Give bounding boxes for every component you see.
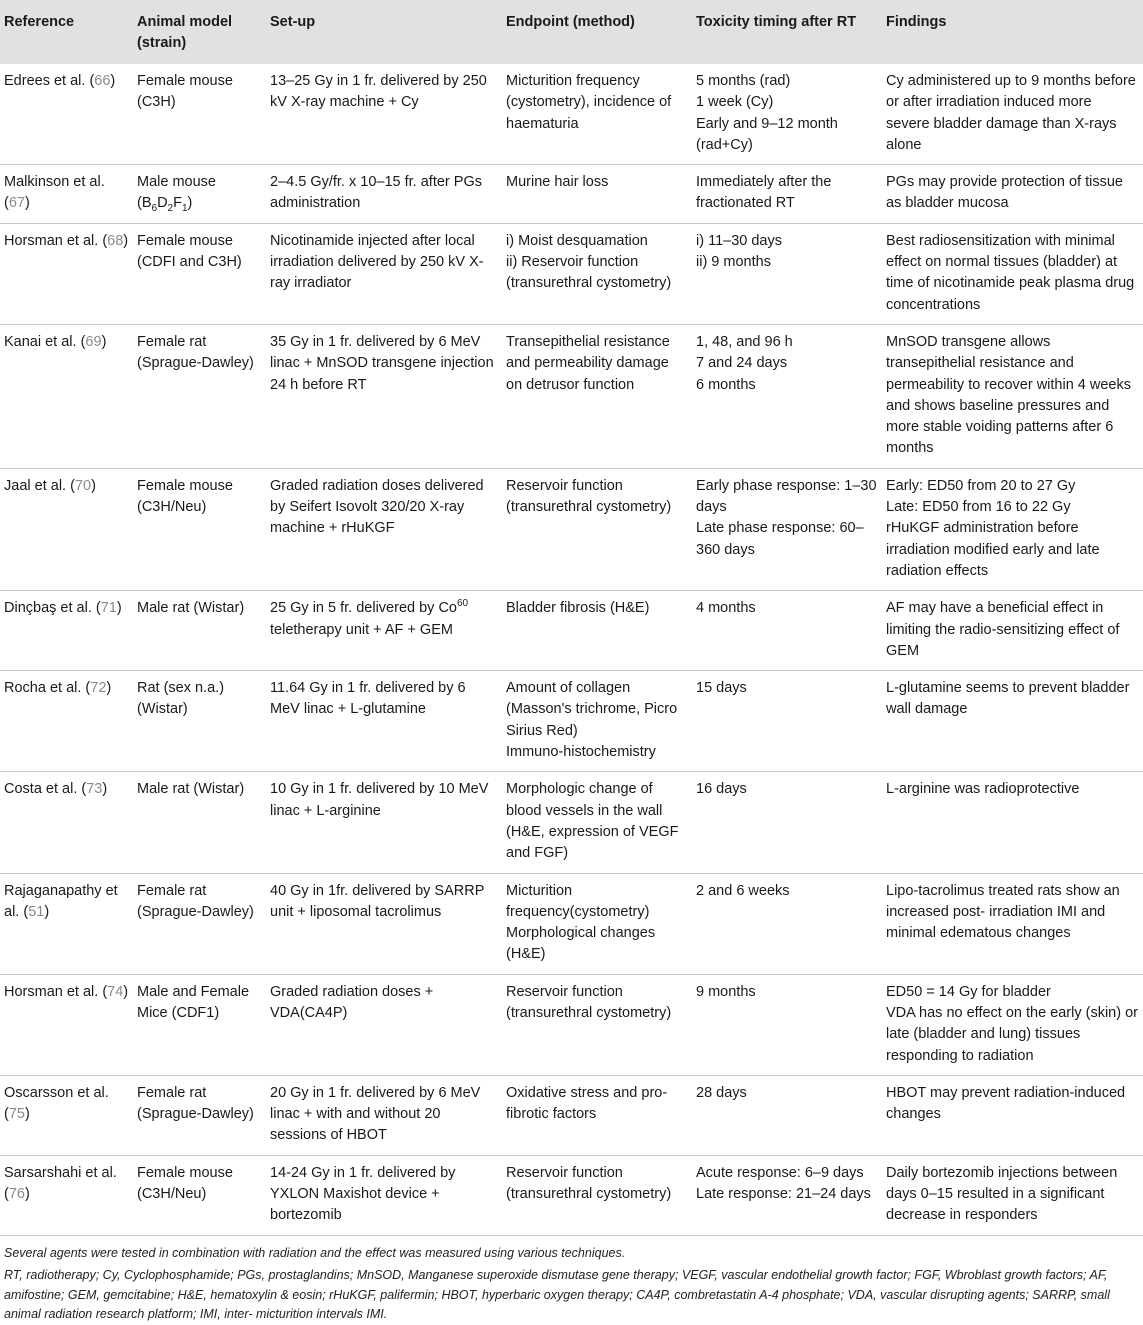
reference-link[interactable]: 75 — [8, 1106, 25, 1123]
reference-link[interactable]: 74 — [107, 983, 124, 1000]
table-footnotes — [0, 1236, 1143, 1325]
cell-reference: Sarsarshahi et al. (76) — [0, 1155, 133, 1235]
cell-animal-model — [133, 165, 266, 224]
setup-text-part: 25 Gy in 5 fr. delivered by Co — [270, 600, 457, 617]
model-text-part: 1 — [181, 203, 188, 215]
cell-findings — [882, 974, 1143, 1075]
cell-findings — [882, 873, 1143, 974]
cell-endpoint — [502, 165, 692, 224]
cell-findings-line: HBOT may prevent radiation-induced changes — [886, 1084, 1126, 1123]
cell-animal-model: Female mouse (CDFI and C3H) — [133, 223, 266, 324]
table-row — [0, 324, 1143, 468]
table-row — [0, 591, 1143, 671]
cell-toxicity-timing — [692, 1155, 882, 1235]
footnote-abbreviations: RT, radiotherapy; Cy, Cyclophosphamide; PGs, prostaglandins; MnSOD, Manganese superoxide dismutase gene therapy; VEGF, vascular endothelial growth factor; FGF, Wbroblast growth factors; AF, amifostine; GEM, gemcitabine; H&E, hematoxylin & eosin; rHuKGF, palifermin; HBOT, hyperbaric oxygen therapy; CA4P, combretastatin A-4 phosphate; VDA, vascular disrupting agents; SARRP, small animal radiation research platform; IMI, inter- micturition intervals IMI. — [4, 1268, 1110, 1322]
reference-link[interactable]: 73 — [86, 781, 103, 798]
cell-endpoint-line: Immuno-histochemistry — [506, 744, 656, 761]
cell-endpoint — [502, 974, 692, 1075]
cell-animal-model: Female mouse (C3H) — [133, 64, 266, 165]
cell-findings — [882, 468, 1143, 590]
cell-findings — [882, 165, 1143, 224]
cell-endpoint — [502, 1155, 692, 1235]
cell-findings — [882, 1075, 1143, 1155]
cell-findings-line: Late: ED50 from 16 to 22 Gy — [886, 499, 1071, 516]
cell-toxicity-timing-line: Early phase response: 1–30 days — [696, 477, 877, 516]
reference-name: Horsman et al. — [4, 983, 99, 1000]
table-row — [0, 671, 1143, 772]
reference-name: Dinçbaş et al. — [4, 600, 92, 617]
reference-name: Kanai et al. — [4, 333, 77, 350]
cell-findings-line: Best radiosensitization with minimal effect on normal tissues (bladder) at time of nicotinamide peak plasma drug concentrations — [886, 232, 1135, 313]
cell-setup: 40 Gy in 1fr. delivered by SARRP unit + liposomal tacrolimus — [266, 873, 502, 974]
table-row — [0, 1075, 1143, 1155]
table-row — [0, 64, 1143, 165]
cell-animal-model: Female mouse (C3H/Neu) — [133, 1155, 266, 1235]
cell-findings — [882, 223, 1143, 324]
cell-endpoint — [502, 1075, 692, 1155]
cell-reference: Dinçbaş et al. (71) — [0, 591, 133, 671]
cell-endpoint-line: Micturition frequency(cystometry) — [506, 882, 650, 920]
footnote-summary: Several agents were tested in combination with radiation and the effect was measured using various techniques. — [4, 1245, 626, 1260]
cell-animal-model: Rat (sex n.a.) (Wistar) — [133, 671, 266, 772]
reference-link[interactable]: 69 — [85, 333, 102, 350]
cell-toxicity-timing-line: 5 months (rad) — [696, 73, 791, 89]
header-reference: Reference — [4, 14, 75, 30]
cell-reference: Edrees et al. (66) — [0, 64, 133, 165]
cell-endpoint — [502, 324, 692, 468]
cell-toxicity-timing-line: ii) 9 months — [696, 254, 771, 271]
header-toxicity-timing: Toxicity timing after RT — [696, 14, 857, 30]
cell-reference: Horsman et al. (68) — [0, 223, 133, 324]
reference-name: Rajaganapathy et al. — [4, 882, 118, 920]
cell-findings-line: Early: ED50 from 20 to 27 Gy — [886, 477, 1076, 494]
header-setup: Set-up — [270, 14, 316, 30]
cell-toxicity-timing — [692, 165, 882, 224]
cell-toxicity-timing-line: 1, 48, and 96 h — [696, 333, 793, 350]
cell-endpoint-line: Micturition frequency (cystometry), incidence of haematuria — [506, 73, 672, 132]
model-text-part: F — [173, 195, 182, 212]
cell-toxicity-timing — [692, 1075, 882, 1155]
cell-animal-model: Male rat (Wistar) — [133, 772, 266, 873]
cell-findings-line: rHuKGF administration before irradiation modified early and late radiation effects — [886, 520, 1100, 579]
cell-setup — [266, 591, 502, 671]
cell-reference: Rajaganapathy et al. (51) — [0, 873, 133, 974]
model-text-part: D — [157, 195, 168, 212]
cell-toxicity-timing-line: 6 months — [696, 376, 756, 393]
cell-endpoint-line: Murine hair loss — [506, 174, 609, 191]
table-header-row — [0, 0, 1143, 64]
cell-toxicity-timing-line: 4 months — [696, 600, 756, 617]
table-row — [0, 974, 1143, 1075]
cell-endpoint — [502, 64, 692, 165]
cell-endpoint — [502, 671, 692, 772]
cell-findings — [882, 772, 1143, 873]
cell-toxicity-timing — [692, 671, 882, 772]
cell-setup: 14-24 Gy in 1 fr. delivered by YXLON Maxishot device + bortezomib — [266, 1155, 502, 1235]
reference-name: Costa et al. — [4, 781, 78, 798]
cell-animal-model: Female rat (Sprague-Dawley) — [133, 324, 266, 468]
header-endpoint: Endpoint (method) — [506, 14, 635, 30]
table-row — [0, 468, 1143, 590]
cell-endpoint — [502, 772, 692, 873]
cell-findings — [882, 1155, 1143, 1235]
cell-animal-model: Female rat (Sprague-Dawley) — [133, 1075, 266, 1155]
cell-findings-line: ED50 = 14 Gy for bladder — [886, 983, 1051, 1000]
cell-toxicity-timing — [692, 468, 882, 590]
cell-toxicity-timing — [692, 772, 882, 873]
cell-endpoint-line: Morphologic change of blood vessels in the wall (H&E, expression of VEGF and FGF) — [506, 781, 679, 862]
header-findings: Findings — [886, 14, 947, 30]
reference-name: Edrees et al. — [4, 73, 86, 89]
setup-text-part: 60 — [457, 598, 469, 610]
cell-toxicity-timing-line: 16 days — [696, 781, 747, 798]
cell-findings-line: VDA has no effect on the early (skin) or late (bladder and lung) tissues responding to radiation — [886, 1004, 1139, 1064]
cell-toxicity-timing-line: 28 days — [696, 1084, 747, 1101]
cell-endpoint — [502, 873, 692, 974]
cell-animal-model: Female rat (Sprague-Dawley) — [133, 873, 266, 974]
cell-findings-line: Lipo-tacrolimus treated rats show an increased post- irradiation IMI and minimal edematous changes — [886, 882, 1120, 942]
cell-animal-model: Female mouse (C3H/Neu) — [133, 468, 266, 590]
cell-toxicity-timing-line: Immediately after the fractionated RT — [696, 174, 832, 212]
reference-link[interactable]: 51 — [28, 903, 45, 920]
cell-toxicity-timing-line: 2 and 6 weeks — [696, 882, 790, 899]
table-row — [0, 223, 1143, 324]
reference-link[interactable]: 71 — [100, 600, 117, 617]
cell-reference: Oscarsson et al. (75) — [0, 1075, 133, 1155]
reference-name: Horsman et al. — [4, 232, 99, 249]
model-text-part: Male mouse (B — [137, 174, 216, 212]
model-text-part: ) — [187, 195, 193, 212]
cell-setup: 2–4.5 Gy/fr. x 10–15 fr. after PGs administration — [266, 165, 502, 224]
cell-endpoint-line: Bladder fibrosis (H&E) — [506, 600, 650, 617]
model-text-part: 2 — [167, 203, 174, 215]
cell-reference: Costa et al. (73) — [0, 772, 133, 873]
cell-endpoint-line: i) Moist desquamation — [506, 232, 648, 249]
table-row — [0, 1155, 1143, 1235]
cell-animal-model: Male and Female Mice (CDF1) — [133, 974, 266, 1075]
model-text-part: 6 — [151, 203, 158, 215]
cell-reference: Malkinson et al. (67) — [0, 165, 133, 224]
cell-toxicity-timing — [692, 873, 882, 974]
cell-setup: Graded radiation doses delivered by Seifert Isovolt 320/20 X-ray machine + rHuKGF — [266, 468, 502, 590]
cell-setup: 20 Gy in 1 fr. delivered by 6 MeV linac + with and without 20 sessions of HBOT — [266, 1075, 502, 1155]
cell-endpoint-line: Morphological changes (H&E) — [506, 925, 656, 963]
cell-setup: Graded radiation doses + VDA(CA4P) — [266, 974, 502, 1075]
cell-toxicity-timing — [692, 64, 882, 165]
cell-toxicity-timing — [692, 974, 882, 1075]
cell-endpoint-line: ii) Reservoir function (transurethral cystometry) — [506, 254, 672, 292]
cell-findings-line: Daily bortezomib injections between days 0–15 resulted in a significant decrease in responders — [886, 1164, 1118, 1224]
reference-link[interactable]: 68 — [107, 232, 124, 249]
cell-findings — [882, 324, 1143, 468]
cell-toxicity-timing-line: Late response: 21–24 days — [696, 1186, 871, 1203]
cell-toxicity-timing-line: i) 11–30 days — [696, 232, 782, 249]
cell-findings-line: AF may have a beneficial effect in limiting the radio-sensitizing effect of GEM — [886, 600, 1120, 659]
reference-link[interactable]: 67 — [8, 195, 25, 212]
table-body — [0, 64, 1143, 1235]
cell-toxicity-timing-line: 1 week (Cy) — [696, 94, 774, 111]
setup-text-part: teletherapy unit + AF + GEM — [270, 621, 453, 638]
cell-endpoint-line: Reservoir function (transurethral cystometry) — [506, 1164, 672, 1203]
reference-name: Jaal et al. — [4, 477, 67, 494]
table-row — [0, 873, 1143, 974]
cell-endpoint — [502, 223, 692, 324]
cell-findings-line: Cy administered up to 9 months before or after irradiation induced more severe bladder damage than X-rays alone — [886, 73, 1136, 153]
cell-endpoint-line: Amount of collagen (Masson's trichrome, Picro Sirius Red) — [506, 680, 678, 739]
cell-endpoint-line: Transepithelial resistance and permeability damage on detrusor function — [506, 333, 670, 393]
cell-reference: Kanai et al. (69) — [0, 324, 133, 468]
cell-toxicity-timing-line: 9 months — [696, 983, 756, 1000]
cell-toxicity-timing — [692, 223, 882, 324]
cell-findings — [882, 64, 1143, 165]
cell-setup: 10 Gy in 1 fr. delivered by 10 MeV linac + L-arginine — [266, 772, 502, 873]
cell-toxicity-timing-line: 15 days — [696, 680, 747, 697]
cell-animal-model: Male rat (Wistar) — [133, 591, 266, 671]
cell-endpoint — [502, 591, 692, 671]
cell-toxicity-timing-line: Early and 9–12 month (rad+Cy) — [696, 115, 838, 153]
header-animal-model: Animal model (strain) — [137, 14, 233, 51]
cell-setup: 35 Gy in 1 fr. delivered by 6 MeV linac + MnSOD transgene injection 24 h before RT — [266, 324, 502, 468]
reference-name: Sarsarshahi et al. — [4, 1164, 117, 1181]
reference-link[interactable]: 70 — [74, 477, 92, 494]
cell-setup: 11.64 Gy in 1 fr. delivered by 6 MeV linac + L-glutamine — [266, 671, 502, 772]
cell-endpoint-line: Oxidative stress and pro-fibrotic factors — [506, 1084, 668, 1123]
cell-findings-line: PGs may provide protection of tissue as bladder mucosa — [886, 174, 1123, 212]
reference-name: Malkinson et al. — [4, 174, 105, 191]
cell-toxicity-timing-line: Late phase response: 60–360 days — [696, 520, 864, 558]
cell-endpoint-line: Reservoir function (transurethral cystometry) — [506, 477, 672, 516]
reference-link[interactable]: 76 — [8, 1186, 25, 1203]
reference-name: Oscarsson et al. — [4, 1084, 109, 1101]
cell-setup: 13–25 Gy in 1 fr. delivered by 250 kV X-ray machine + Cy — [266, 64, 502, 165]
table-row — [0, 772, 1143, 873]
cell-findings — [882, 671, 1143, 772]
cell-toxicity-timing-line: Acute response: 6–9 days — [696, 1164, 864, 1181]
cell-toxicity-timing — [692, 324, 882, 468]
cell-toxicity-timing-line: 7 and 24 days — [696, 355, 788, 372]
cell-endpoint — [502, 468, 692, 590]
reference-name: Rocha et al. — [4, 680, 82, 697]
cell-findings-line: L-glutamine seems to prevent bladder wall damage — [886, 680, 1130, 718]
cell-endpoint-line: Reservoir function (transurethral cystometry) — [506, 983, 672, 1021]
table-row — [0, 165, 1143, 224]
cell-findings-line: L-arginine was radioprotective — [886, 781, 1080, 798]
cell-reference: Horsman et al. (74) — [0, 974, 133, 1075]
cell-reference: Jaal et al. (70) — [0, 468, 133, 590]
cell-setup: Nicotinamide injected after local irradiation delivered by 250 kV X-ray irradiator — [266, 223, 502, 324]
cell-reference: Rocha et al. (72) — [0, 671, 133, 772]
cell-findings — [882, 591, 1143, 671]
cell-findings-line: MnSOD transgene allows transepithelial resistance and permeability to recover within 4 weeks and shows baseline pressures and more stable voiding patterns after 6 months — [886, 333, 1131, 457]
cell-toxicity-timing — [692, 591, 882, 671]
reference-link[interactable]: 66 — [94, 73, 111, 89]
reference-link[interactable]: 72 — [90, 680, 107, 697]
